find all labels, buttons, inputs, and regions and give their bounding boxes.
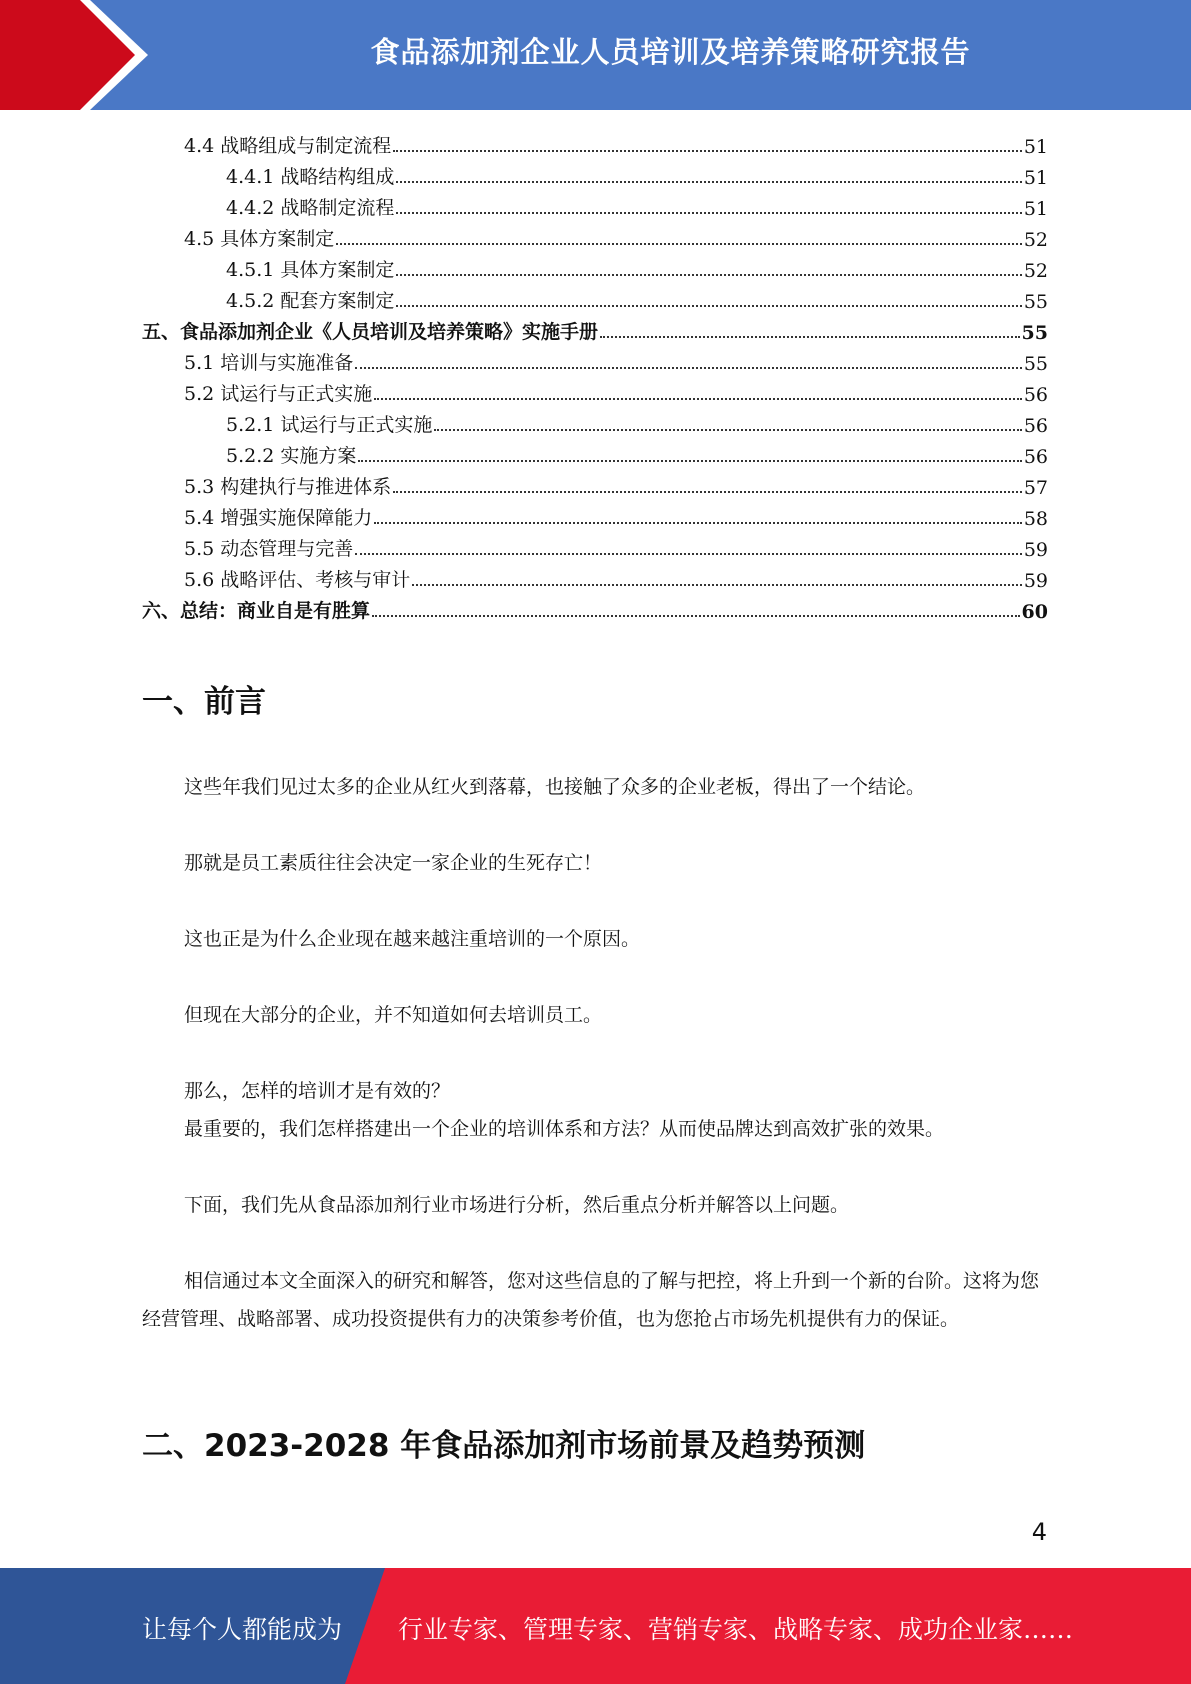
preface-paragraph: 但现在大部分的企业，并不知道如何去培训员工。 — [184, 1004, 603, 1026]
toc-entry-page: 51 — [1023, 167, 1048, 189]
preface-paragraph: 下面，我们先从食品添加剂行业市场进行分析，然后重点分析并解答以上问题。 — [184, 1194, 850, 1216]
toc-entry-chapter[interactable] — [142, 592, 1048, 623]
toc-entry[interactable] — [142, 499, 1048, 530]
toc-entry[interactable] — [142, 127, 1048, 158]
toc-entry[interactable] — [142, 282, 1048, 313]
toc-entry-page: 51 — [1023, 198, 1048, 220]
preface-paragraph: 那就是员工素质往往会决定一家企业的生死存亡！ — [184, 852, 603, 874]
page-header — [0, 0, 1191, 110]
toc-leader — [434, 429, 1021, 431]
toc-entry-page: 52 — [1023, 229, 1048, 251]
toc-leader — [396, 181, 1021, 183]
toc-entry[interactable] — [142, 220, 1048, 251]
toc-entry-label: 5.2.2 实施方案 — [226, 445, 357, 467]
toc-entry-label: 五、食品添加剂企业《人员培训及培养策略》实施手册 — [142, 321, 599, 343]
toc-entry-page: 60 — [1021, 601, 1048, 623]
toc-entry-page: 55 — [1023, 291, 1048, 313]
toc-leader — [374, 398, 1022, 400]
page-footer — [0, 1568, 1191, 1684]
toc-entry[interactable] — [142, 437, 1048, 468]
toc-leader — [396, 305, 1021, 307]
toc-entry-page: 55 — [1021, 322, 1048, 344]
toc-leader — [393, 491, 1022, 493]
toc-entry-label: 5.1 培训与实施准备 — [184, 352, 354, 374]
toc-entry[interactable] — [142, 158, 1048, 189]
toc-entry-page: 51 — [1023, 136, 1048, 158]
toc-entry-page: 59 — [1023, 539, 1048, 561]
footer-slogan-left: 让每个人都能成为 — [142, 1615, 343, 1644]
toc-entry[interactable] — [142, 406, 1048, 437]
toc-entry-label: 4.4.2 战略制定流程 — [226, 197, 395, 219]
section-heading-preface: 一、前言 — [142, 684, 266, 720]
preface-paragraph: 最重要的，我们怎样搭建出一个企业的培训体系和方法？从而使品牌达到高效扩张的效果。 — [184, 1118, 945, 1140]
toc-entry-page: 56 — [1023, 446, 1048, 468]
toc-entry-label: 5.6 战略评估、考核与审计 — [184, 569, 411, 591]
toc-entry[interactable] — [142, 189, 1048, 220]
toc-entry-label: 5.5 动态管理与完善 — [184, 538, 354, 560]
toc-leader — [600, 336, 1020, 338]
toc-leader — [372, 615, 1020, 617]
toc-entry[interactable] — [142, 561, 1048, 592]
toc-leader — [336, 243, 1022, 245]
toc-entry[interactable] — [142, 468, 1048, 499]
header-title: 食品添加剂企业人员培训及培养策略研究报告 — [370, 35, 971, 69]
toc-entry-page: 52 — [1023, 260, 1048, 282]
preface-paragraph: 那么，怎样的培训才是有效的？ — [184, 1080, 451, 1102]
toc-leader — [374, 522, 1022, 524]
toc-entry-page: 56 — [1023, 415, 1048, 437]
toc-entry-label: 4.4.1 战略结构组成 — [226, 166, 395, 188]
toc-entry-label: 4.5.1 具体方案制定 — [226, 259, 395, 281]
footer-slogan-right: 行业专家、管理专家、营销专家、战略专家、成功企业家…… — [398, 1615, 1074, 1644]
toc-entry[interactable] — [142, 375, 1048, 406]
toc-leader — [396, 212, 1021, 214]
toc-entry-chapter[interactable] — [142, 313, 1048, 344]
preface-paragraph: 这些年我们见过太多的企业从红火到落幕，也接触了众多的企业老板，得出了一个结论。 — [184, 776, 926, 798]
toc-entry-label: 5.2 试运行与正式实施 — [184, 383, 373, 405]
toc-entry-page: 55 — [1023, 353, 1048, 375]
toc-entry-label: 5.4 增强实施保障能力 — [184, 507, 373, 529]
toc-leader — [393, 150, 1022, 152]
toc-entry-label: 5.3 构建执行与推进体系 — [184, 476, 392, 498]
toc-entry[interactable] — [142, 530, 1048, 561]
toc-entry-label: 4.5.2 配套方案制定 — [226, 290, 395, 312]
toc-entry[interactable] — [142, 344, 1048, 375]
toc-entry-page: 58 — [1023, 508, 1048, 530]
toc-entry-label: 5.2.1 试运行与正式实施 — [226, 414, 433, 436]
header-arrow-decoration — [0, 0, 160, 110]
toc-entry[interactable] — [142, 251, 1048, 282]
toc-leader — [396, 274, 1021, 276]
toc-entry-page: 59 — [1023, 570, 1048, 592]
toc-entry-label: 4.5 具体方案制定 — [184, 228, 335, 250]
toc-leader — [355, 367, 1022, 369]
section-heading-market-forecast: 二、2023-2028 年食品添加剂市场前景及趋势预测 — [142, 1428, 866, 1464]
toc-entry-label: 4.4 战略组成与制定流程 — [184, 135, 392, 157]
preface-paragraph: 这也正是为什么企业现在越来越注重培训的一个原因。 — [184, 928, 641, 950]
preface-paragraph: 相信通过本文全面深入的研究和解答，您对这些信息的了解与把控，将上升到一个新的台阶。这将为您经营管理、战略部署、成功投资提供有力的决策参考价值，也为您抢占市场先机提供有力的保证。 — [142, 1270, 1040, 1330]
toc-leader — [412, 584, 1022, 586]
toc-entry-page: 56 — [1023, 384, 1048, 406]
toc-leader — [358, 460, 1021, 462]
page-number: 4 — [1031, 1518, 1047, 1546]
toc-leader — [355, 553, 1022, 555]
toc-entry-label: 六、总结：商业自是有胜算 — [142, 600, 371, 622]
toc-entry-page: 57 — [1023, 477, 1048, 499]
